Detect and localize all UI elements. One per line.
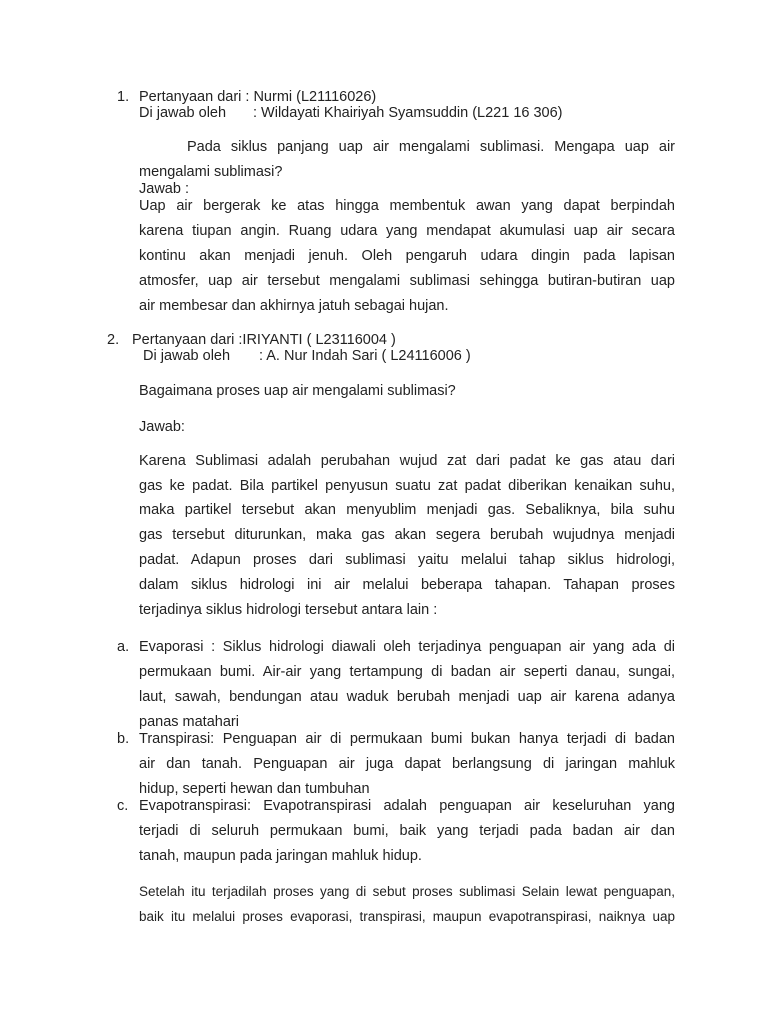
step-a-line: Evaporasi : Siklus hidrologi diawali oleh terjadinya penguapan air yang ada di bbox=[139, 639, 675, 655]
q2-answerer: : A. Nur Indah Sari ( L24116006 ) bbox=[259, 348, 471, 364]
step-c-line: Evapotranspirasi: Evapotranspirasi adalah penguapan air keseluruhan yang bbox=[139, 798, 675, 814]
step-a-line: panas matahari bbox=[139, 714, 239, 730]
q1-answerer: : Wildayati Khairiyah Syamsuddin (L221 16 306) bbox=[253, 105, 563, 121]
closing-line: Setelah itu terjadilah proses yang di sebut proses sublimasi Selain lewat penguapan, bbox=[139, 884, 675, 899]
step-b-line: Transpirasi: Penguapan air di permukaan bumi bukan hanya terjadi di badan bbox=[139, 731, 675, 747]
q1-number: 1. bbox=[117, 89, 130, 105]
step-a-line: laut, sawah, bendungan atau waduk berubah menjadi uap air karena adanya bbox=[139, 689, 675, 705]
q2-answerer-label: Di jawab oleh bbox=[143, 348, 231, 364]
q2-answer-line: dalam siklus hidrologi ini air melalui beberapa tahapan. Tahapan proses bbox=[139, 577, 675, 593]
step-b-marker: b. bbox=[117, 731, 130, 747]
step-c-line: terjadi di seluruh permukaan bumi, baik yang terjadi pada badan air dan bbox=[139, 823, 675, 839]
q1-answer-line: Uap air bergerak ke atas hingga membentuk awan yang dapat berpindah bbox=[139, 198, 675, 214]
q1-answer-label: Jawab : bbox=[139, 181, 189, 197]
q2-asker: Pertanyaan dari :IRIYANTI ( L23116004 ) bbox=[132, 332, 396, 348]
step-b-line: air dan tanah. Penguapan air juga dapat berlangsung di jaringan mahluk bbox=[139, 756, 675, 772]
q1-answer-line: kontinu akan menjadi jenuh. Oleh pengaruh udara dingin pada lapisan bbox=[139, 248, 675, 264]
q2-number: 2. bbox=[107, 332, 120, 348]
step-b-line: hidup, seperti hewan dan tumbuhan bbox=[139, 781, 370, 797]
step-c-marker: c. bbox=[117, 798, 129, 814]
q1-question-line: Pada siklus panjang uap air mengalami sublimasi. Mengapa uap air bbox=[187, 139, 675, 155]
q1-answer-line: air membesar dan akhirnya jatuh sebagai hujan. bbox=[139, 298, 449, 314]
q2-answer-line: terjadinya siklus hidrologi tersebut antara lain : bbox=[139, 602, 438, 618]
q2-answer-label: Jawab: bbox=[139, 419, 185, 435]
q2-answer-line: Karena Sublimasi adalah perubahan wujud zat dari padat ke gas atau dari bbox=[139, 453, 675, 469]
closing-line: baik itu melalui proses evaporasi, transpirasi, maupun evapotranspirasi, naiknya uap bbox=[139, 909, 675, 924]
step-c-line: tanah, maupun pada jaringan mahluk hidup. bbox=[139, 848, 422, 864]
q2-answer-line: padat. Adapun proses dari sublimasi yaitu melalui tahap siklus hidrologi, bbox=[139, 552, 675, 568]
q1-asker: Pertanyaan dari : Nurmi (L21116026) bbox=[139, 89, 377, 105]
q2-answer-line: gas tersebut diturunkan, maka gas akan segera berubah wujudnya menjadi bbox=[139, 527, 675, 543]
q1-question-line: mengalami sublimasi? bbox=[139, 164, 283, 180]
q1-answer-line: atmosfer, uap air tersebut mengalami sublimasi sehingga butiran-butiran uap bbox=[139, 273, 675, 289]
q1-answerer-label: Di jawab oleh bbox=[139, 105, 227, 121]
step-a-line: permukaan bumi. Air-air yang tertampung di badan air seperti danau, sungai, bbox=[139, 664, 675, 680]
q2-answer-line: maka partikel tersebut akan menyublim menjadi gas. Sebaliknya, bila suhu bbox=[139, 502, 675, 518]
q2-question: Bagaimana proses uap air mengalami sublimasi? bbox=[139, 383, 456, 399]
q1-answer-line: karena tiupan angin. Ruang udara yang mendapat akumulasi uap air secara bbox=[139, 223, 675, 239]
q2-answer-line: gas ke padat. Bila partikel penyusun suatu zat padat diberikan kenaikan suhu, bbox=[139, 478, 675, 494]
step-a-marker: a. bbox=[117, 639, 130, 655]
